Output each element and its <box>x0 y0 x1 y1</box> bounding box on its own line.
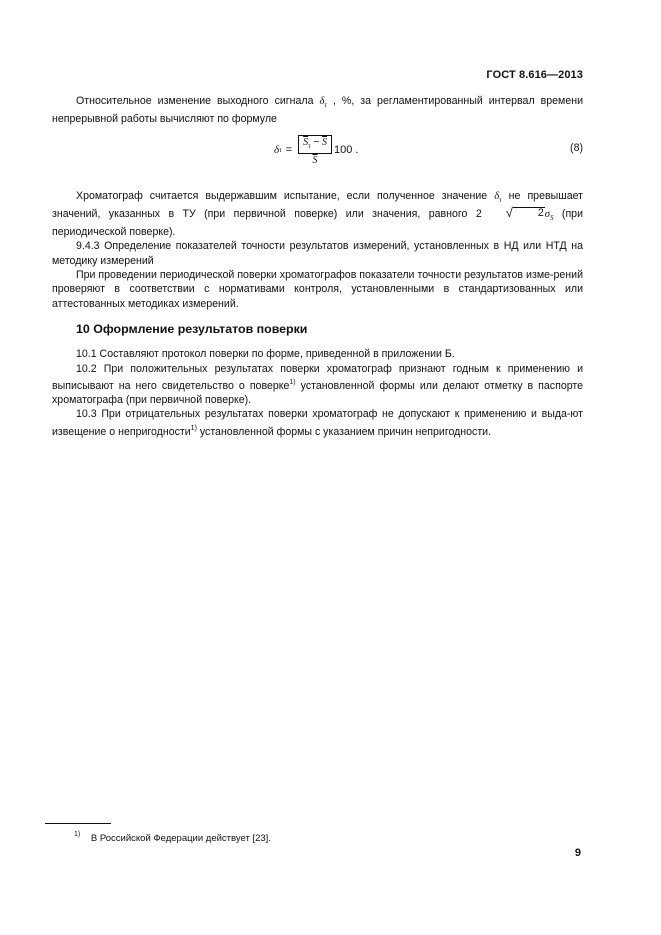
formula-lhs: δ <box>274 144 280 157</box>
formula-equals: = <box>285 144 293 157</box>
paragraph-text: 10.2 При положительных результатах поверки хроматограф признают годным к применению и выписывают на него свидетельство о поверке <box>52 362 583 392</box>
numerator-s-tau: $\overline{S}$ <box>303 136 309 148</box>
footnote-text: В Российской Федерации действует [23]. <box>90 833 271 844</box>
numerator-minus: − <box>310 136 322 148</box>
formula-number: (8) <box>570 141 583 154</box>
tau-subscript: τ <box>324 101 327 109</box>
numerator-tau: τ <box>308 141 311 150</box>
paragraph-signal-change <box>52 94 583 127</box>
paragraph-text: установленной формы или делают отметку в паспорте хроматографа (при первичной поверке). <box>52 379 583 407</box>
numerator-s: $\overline{S}$ <box>322 136 327 148</box>
sqrt-radicand: 2 <box>513 207 545 219</box>
paragraph-text: , %, за регламентированный интервал времени непрерывной работы вычисляют по формуле <box>52 95 583 126</box>
section-10-title: 10 Оформление результатов поверки <box>76 321 308 336</box>
coefficient: 2 <box>475 207 482 220</box>
paragraph-test-passed <box>52 189 583 240</box>
paragraph-943: 9.4.3 Определение показателей точности результатов измерений, установленных в НД или НТД на методику измерений <box>52 240 583 267</box>
document-code: ГОСТ 8.616—2013 <box>486 69 583 81</box>
formula-expression <box>274 135 358 167</box>
sqrt-expression <box>482 204 545 220</box>
sigma-subscript: S <box>550 213 554 222</box>
formula-fraction <box>298 135 332 167</box>
sqrt-icon: √ <box>505 204 513 220</box>
paragraph-text: (при периодической поверке). <box>52 207 583 239</box>
fraction-numerator <box>298 135 332 153</box>
paragraph-10-3 <box>52 407 583 439</box>
paragraph-text: установленной формы с указанием причин непригодности. <box>196 425 492 438</box>
paragraph-text: не превышает значений, указанных в ТУ (при первичной поверке) или значения, равного <box>52 189 583 220</box>
paragraph-10-2 <box>52 362 583 408</box>
page-content <box>52 94 583 439</box>
paragraph-10-1: 10.1 Составляют протокол поверки по форме, приведенной в приложении Б. <box>76 348 455 361</box>
formula-8 <box>52 133 583 177</box>
paragraph-text: Относительное изменение выходного сигнала <box>76 95 320 107</box>
footnote <box>74 828 271 846</box>
tau-subscript: τ <box>499 195 502 204</box>
footnote-ref: 1) <box>190 424 197 432</box>
formula-tail: 100 . <box>334 144 359 157</box>
paragraph-periodic: При проведении периодической поверки хроматографов показатели точности результатов изме-рений проверяют в соответствии с нормативами контроля, установленными в стандартизованных или аттестованных методиках измерений. <box>52 269 583 310</box>
footnote-ref: 1) <box>289 378 296 386</box>
page-number: 9 <box>574 847 581 859</box>
sigma-symbol: σ <box>544 208 551 220</box>
footnote-mark: 1) <box>74 831 81 838</box>
footnote-separator <box>45 823 111 824</box>
paragraph-text: Хроматограф считается выдержавшим испытание, если полученное значение <box>76 189 495 202</box>
delta-symbol: δ <box>319 96 325 107</box>
fraction-denominator: S <box>312 154 318 166</box>
formula-lhs-subscript: τ <box>279 146 282 155</box>
paragraph-text: 10.3 При отрицательных результатах поверки хроматограф не допускают к применению и выда-ют извещение о непригодности <box>52 408 583 438</box>
delta-symbol: δ <box>494 190 500 202</box>
